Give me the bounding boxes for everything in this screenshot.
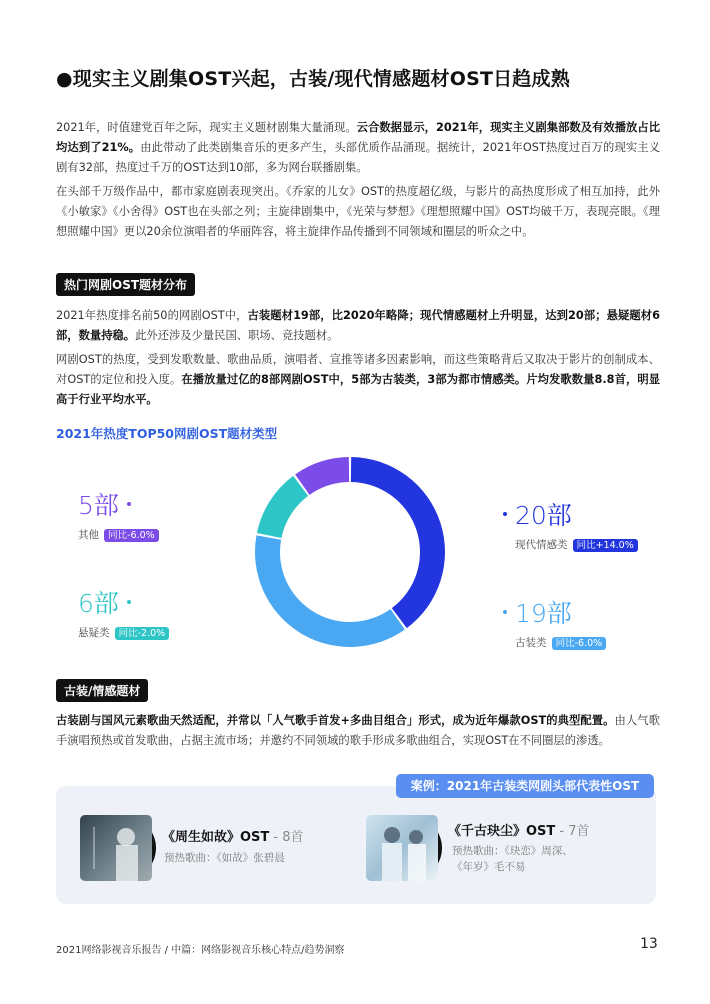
song-sub-2: 预热歌曲：《玦恋》周深、 《年岁》毛不易 [452,845,573,873]
category-label-costume: 古装类 [515,637,547,649]
label-dot-costume [503,610,507,614]
section-tag-costume-emotion: 古装/情感题材 [56,679,148,702]
slice-costume [255,535,405,647]
value-label-modern: 20部 [515,501,572,530]
case-tag: 案例：2021年古装类网剧头部代表性OST [396,774,654,798]
album-art-1-icon [80,815,152,881]
paragraph-2: 在头部千万级作品中，都市家庭剧表现突出。《乔家的儿女》OST的热度超亿级，与影片的高热度形成了相互加持，此外《小敏家》《小舍得》OST也在头部之列；主旋律剧集中，《光荣与梦想》《理想照耀中国》OST均破千万，表现亮眼。《理想照耀中国》更以20余位演唱者的华丽阵容，将主旋律作品传播到不同领域和圈层的听众之中。 [56,185,660,238]
paragraph-4: 网剧OST的热度，受到发歌数量、歌曲品质，演唱者、宣推等诸多因素影响，而这些策略背后又取决于影片的创制成本、对OST的定位和投入度。在播放量过亿的8部网剧OST中，5部为古装类，3部为都市情感类。片均发歌数量8.8首，明显高于行业平均水平。 [56,353,661,406]
album-cover-2 [366,815,438,881]
paragraph-3: 2021年热度排名前50的网剧OST中，古装题材19部，比2020年略降；现代情感题材上升明显，达到20部；悬疑题材6部，数量持稳。此外还涉及少量民国、职场、竞技题材。 [56,309,660,342]
yoy-badge-modern: 同比+14.0% [573,539,638,552]
page-number: 13 [640,936,658,952]
slice-suspense [257,476,308,538]
yoy-badge-suspense: 同比-2.0% [115,627,170,640]
slice-modern [351,457,445,628]
value-label-costume: 19部 [515,599,572,628]
yoy-badge-costume: 同比-6.0% [552,637,607,650]
paragraph-1: 2021年，时值建党百年之际，现实主义题材剧集大量涌现。云合数据显示，2021年，现实主义剧集部数及有效播放占比均达到了21%。由此带动了此类剧集音乐的更多产生，头部优质作品涌现。据统计，2021年OST热度过百万的现实主义剧有32部，热度过千万的OST达到10部，多为网台联播剧集。 [56,121,661,174]
value-label-suspense: 6部 [78,589,119,618]
section-tag-ost-topics: 热门网剧OST题材分布 [56,273,195,296]
label-costume [503,594,606,650]
footer-report-title: 2021网络影视音乐报告 / 中篇：网络影视音乐核心特点/趋势洞察 [56,945,345,956]
label-dot-other [127,502,131,506]
category-label-suspense: 悬疑类 [78,627,110,639]
value-label-other: 5部 [78,491,119,520]
album-cover-1 [80,815,152,881]
page-title: ●现实主义剧集OST兴起，古装/现代情感题材OST日趋成熟 [56,68,570,90]
song-sub-1: 预热歌曲：《如故》张碧晨 [164,852,285,864]
slice-other [295,457,349,495]
donut-chart [250,452,450,652]
song-title-1: 《周生如故》OST - 8首 [162,830,304,845]
chart-title: 2021年热度TOP50网剧OST题材类型 [56,426,278,441]
label-suspense [78,584,169,640]
label-dot-suspense [127,600,131,604]
album-art-2-icon [366,815,438,881]
label-other [78,486,159,542]
label-modern [503,496,638,552]
yoy-badge-other: 同比-6.0% [104,529,159,542]
category-label-other: 其他 [78,529,99,541]
paragraph-5: 古装剧与国风元素歌曲天然适配，并常以「人气歌手首发+多曲目组合」形式，成为近年爆款OST的典型配置。由人气歌手演唱预热或首发歌曲，占据主流市场；并邀约不同领域的歌手形成多歌曲组合，实现OST在不同圈层的渗透。 [56,714,660,747]
song-title-2: 《千古玦尘》OST - 7首 [448,824,590,839]
label-dot-modern [503,512,507,516]
category-label-modern: 现代情感类 [515,539,568,551]
